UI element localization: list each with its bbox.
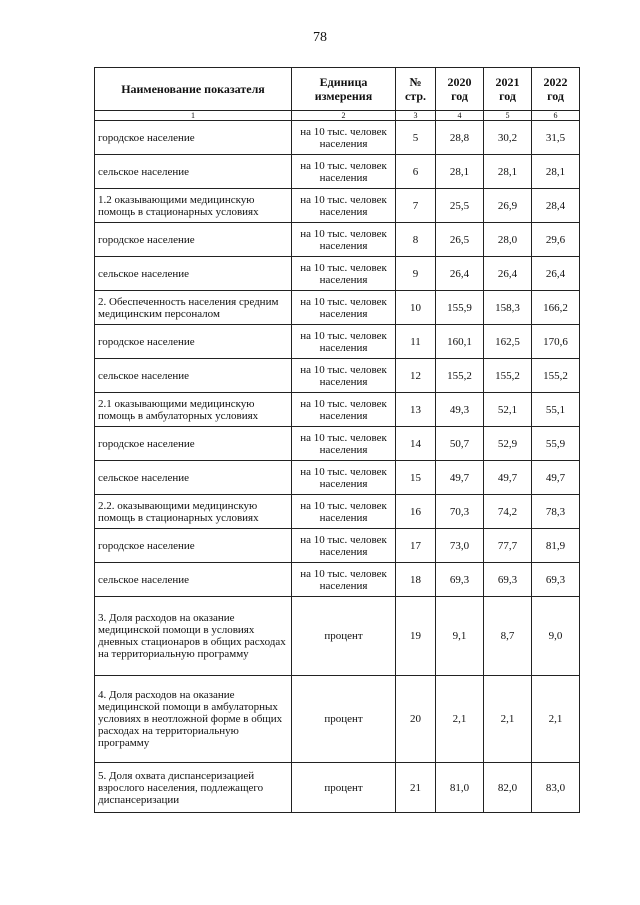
value-2022: 28,4: [532, 189, 580, 223]
table-row: [95, 155, 580, 189]
row-number: 12: [396, 359, 436, 393]
row-unit: на 10 тыс. человек населения: [292, 121, 396, 155]
row-name: городское население: [95, 427, 292, 461]
value-2021: 8,7: [484, 597, 532, 676]
value-2020: 70,3: [436, 495, 484, 529]
col-number: 1: [95, 111, 292, 121]
table-row: [95, 257, 580, 291]
value-2022: 2,1: [532, 676, 580, 763]
value-2020: 160,1: [436, 325, 484, 359]
value-2022: 81,9: [532, 529, 580, 563]
col-number: 6: [532, 111, 580, 121]
value-2021: 74,2: [484, 495, 532, 529]
col-number: 2: [292, 111, 396, 121]
row-unit: на 10 тыс. человек населения: [292, 529, 396, 563]
row-name: городское население: [95, 529, 292, 563]
value-2022: 55,1: [532, 393, 580, 427]
value-2020: 155,2: [436, 359, 484, 393]
header-name: Наименование показателя: [95, 68, 292, 111]
value-2020: 81,0: [436, 763, 484, 813]
value-2021: 69,3: [484, 563, 532, 597]
value-2020: 49,7: [436, 461, 484, 495]
row-number: 8: [396, 223, 436, 257]
value-2022: 31,5: [532, 121, 580, 155]
row-name: городское население: [95, 223, 292, 257]
row-unit: на 10 тыс. человек населения: [292, 461, 396, 495]
row-number: 16: [396, 495, 436, 529]
value-2021: 26,4: [484, 257, 532, 291]
row-unit: процент: [292, 676, 396, 763]
value-2022: 55,9: [532, 427, 580, 461]
row-name: сельское население: [95, 461, 292, 495]
value-2021: 28,1: [484, 155, 532, 189]
table-row: [95, 676, 580, 763]
row-number: 14: [396, 427, 436, 461]
row-unit: на 10 тыс. человек населения: [292, 325, 396, 359]
value-2022: 26,4: [532, 257, 580, 291]
table-row: [95, 529, 580, 563]
row-number: 5: [396, 121, 436, 155]
table-row: [95, 223, 580, 257]
value-2020: 25,5: [436, 189, 484, 223]
row-unit: на 10 тыс. человек населения: [292, 155, 396, 189]
value-2021: 77,7: [484, 529, 532, 563]
row-number: 13: [396, 393, 436, 427]
row-name: 2. Обеспеченность населения средним медицинским персоналом: [95, 291, 292, 325]
value-2022: 69,3: [532, 563, 580, 597]
value-2020: 69,3: [436, 563, 484, 597]
row-name: сельское население: [95, 257, 292, 291]
value-2022: 83,0: [532, 763, 580, 813]
col-number: 3: [396, 111, 436, 121]
row-number: 15: [396, 461, 436, 495]
value-2022: 29,6: [532, 223, 580, 257]
table-row: [95, 189, 580, 223]
value-2021: 82,0: [484, 763, 532, 813]
row-unit: на 10 тыс. человек населения: [292, 189, 396, 223]
row-number: 18: [396, 563, 436, 597]
row-name: 2.2. оказывающими медицинскую помощь в стационарных условиях: [95, 495, 292, 529]
row-name: 1.2 оказывающими медицинскую помощь в стационарных условиях: [95, 189, 292, 223]
table-row: [95, 121, 580, 155]
value-2021: 28,0: [484, 223, 532, 257]
row-name: 5. Доля охвата диспансеризацией взрослого населения, подлежащего диспансеризации: [95, 763, 292, 813]
value-2020: 155,9: [436, 291, 484, 325]
row-unit: на 10 тыс. человек населения: [292, 291, 396, 325]
value-2021: 158,3: [484, 291, 532, 325]
row-number: 7: [396, 189, 436, 223]
value-2020: 73,0: [436, 529, 484, 563]
value-2020: 49,3: [436, 393, 484, 427]
value-2020: 28,8: [436, 121, 484, 155]
row-name: городское население: [95, 325, 292, 359]
page-number: 78: [313, 30, 327, 45]
value-2020: 50,7: [436, 427, 484, 461]
row-number: 19: [396, 597, 436, 676]
table-row: [95, 427, 580, 461]
row-unit: процент: [292, 597, 396, 676]
value-2021: 30,2: [484, 121, 532, 155]
table-row: [95, 461, 580, 495]
row-number: 9: [396, 257, 436, 291]
header-2021: 2021 год: [484, 68, 532, 111]
row-name: 4. Доля расходов на оказание медицинской помощи в амбулаторных условиях в неотложной форме в общих расходах на территориальную программу: [95, 676, 292, 763]
row-name: сельское население: [95, 359, 292, 393]
value-2022: 155,2: [532, 359, 580, 393]
value-2022: 166,2: [532, 291, 580, 325]
value-2022: 49,7: [532, 461, 580, 495]
row-name: 3. Доля расходов на оказание медицинской помощи в условиях дневных стационаров в общих расходах на территориальную программу: [95, 597, 292, 676]
column-numbers-row: [95, 111, 580, 121]
row-unit: на 10 тыс. человек населения: [292, 427, 396, 461]
row-number: 21: [396, 763, 436, 813]
col-number: 4: [436, 111, 484, 121]
value-2022: 170,6: [532, 325, 580, 359]
header-unit: Единица измерения: [292, 68, 396, 111]
row-name: городское население: [95, 121, 292, 155]
value-2020: 28,1: [436, 155, 484, 189]
table-row: [95, 563, 580, 597]
col-number: 5: [484, 111, 532, 121]
value-2021: 2,1: [484, 676, 532, 763]
row-unit: на 10 тыс. человек населения: [292, 223, 396, 257]
table-row: [95, 291, 580, 325]
value-2020: 9,1: [436, 597, 484, 676]
indicators-table: [94, 67, 580, 813]
value-2022: 78,3: [532, 495, 580, 529]
row-unit: на 10 тыс. человек населения: [292, 393, 396, 427]
row-number: 20: [396, 676, 436, 763]
table-row: [95, 359, 580, 393]
value-2021: 52,1: [484, 393, 532, 427]
header-2020: 2020 год: [436, 68, 484, 111]
row-number: 10: [396, 291, 436, 325]
value-2021: 52,9: [484, 427, 532, 461]
row-name: 2.1 оказывающими медицинскую помощь в амбулаторных условиях: [95, 393, 292, 427]
row-number: 11: [396, 325, 436, 359]
value-2021: 162,5: [484, 325, 532, 359]
value-2020: 2,1: [436, 676, 484, 763]
value-2021: 26,9: [484, 189, 532, 223]
row-unit: на 10 тыс. человек населения: [292, 359, 396, 393]
table-row: [95, 763, 580, 813]
row-number: 6: [396, 155, 436, 189]
row-unit: процент: [292, 763, 396, 813]
row-unit: на 10 тыс. человек населения: [292, 257, 396, 291]
table-row: [95, 393, 580, 427]
header-row: [95, 68, 580, 111]
value-2021: 49,7: [484, 461, 532, 495]
header-2022: 2022 год: [532, 68, 580, 111]
row-unit: на 10 тыс. человек населения: [292, 563, 396, 597]
row-unit: на 10 тыс. человек населения: [292, 495, 396, 529]
value-2021: 155,2: [484, 359, 532, 393]
value-2022: 9,0: [532, 597, 580, 676]
value-2022: 28,1: [532, 155, 580, 189]
table-row: [95, 495, 580, 529]
value-2020: 26,5: [436, 223, 484, 257]
header-num: № стр.: [396, 68, 436, 111]
table-row: [95, 597, 580, 676]
row-name: сельское население: [95, 563, 292, 597]
row-name: сельское население: [95, 155, 292, 189]
row-number: 17: [396, 529, 436, 563]
table-row: [95, 325, 580, 359]
value-2020: 26,4: [436, 257, 484, 291]
